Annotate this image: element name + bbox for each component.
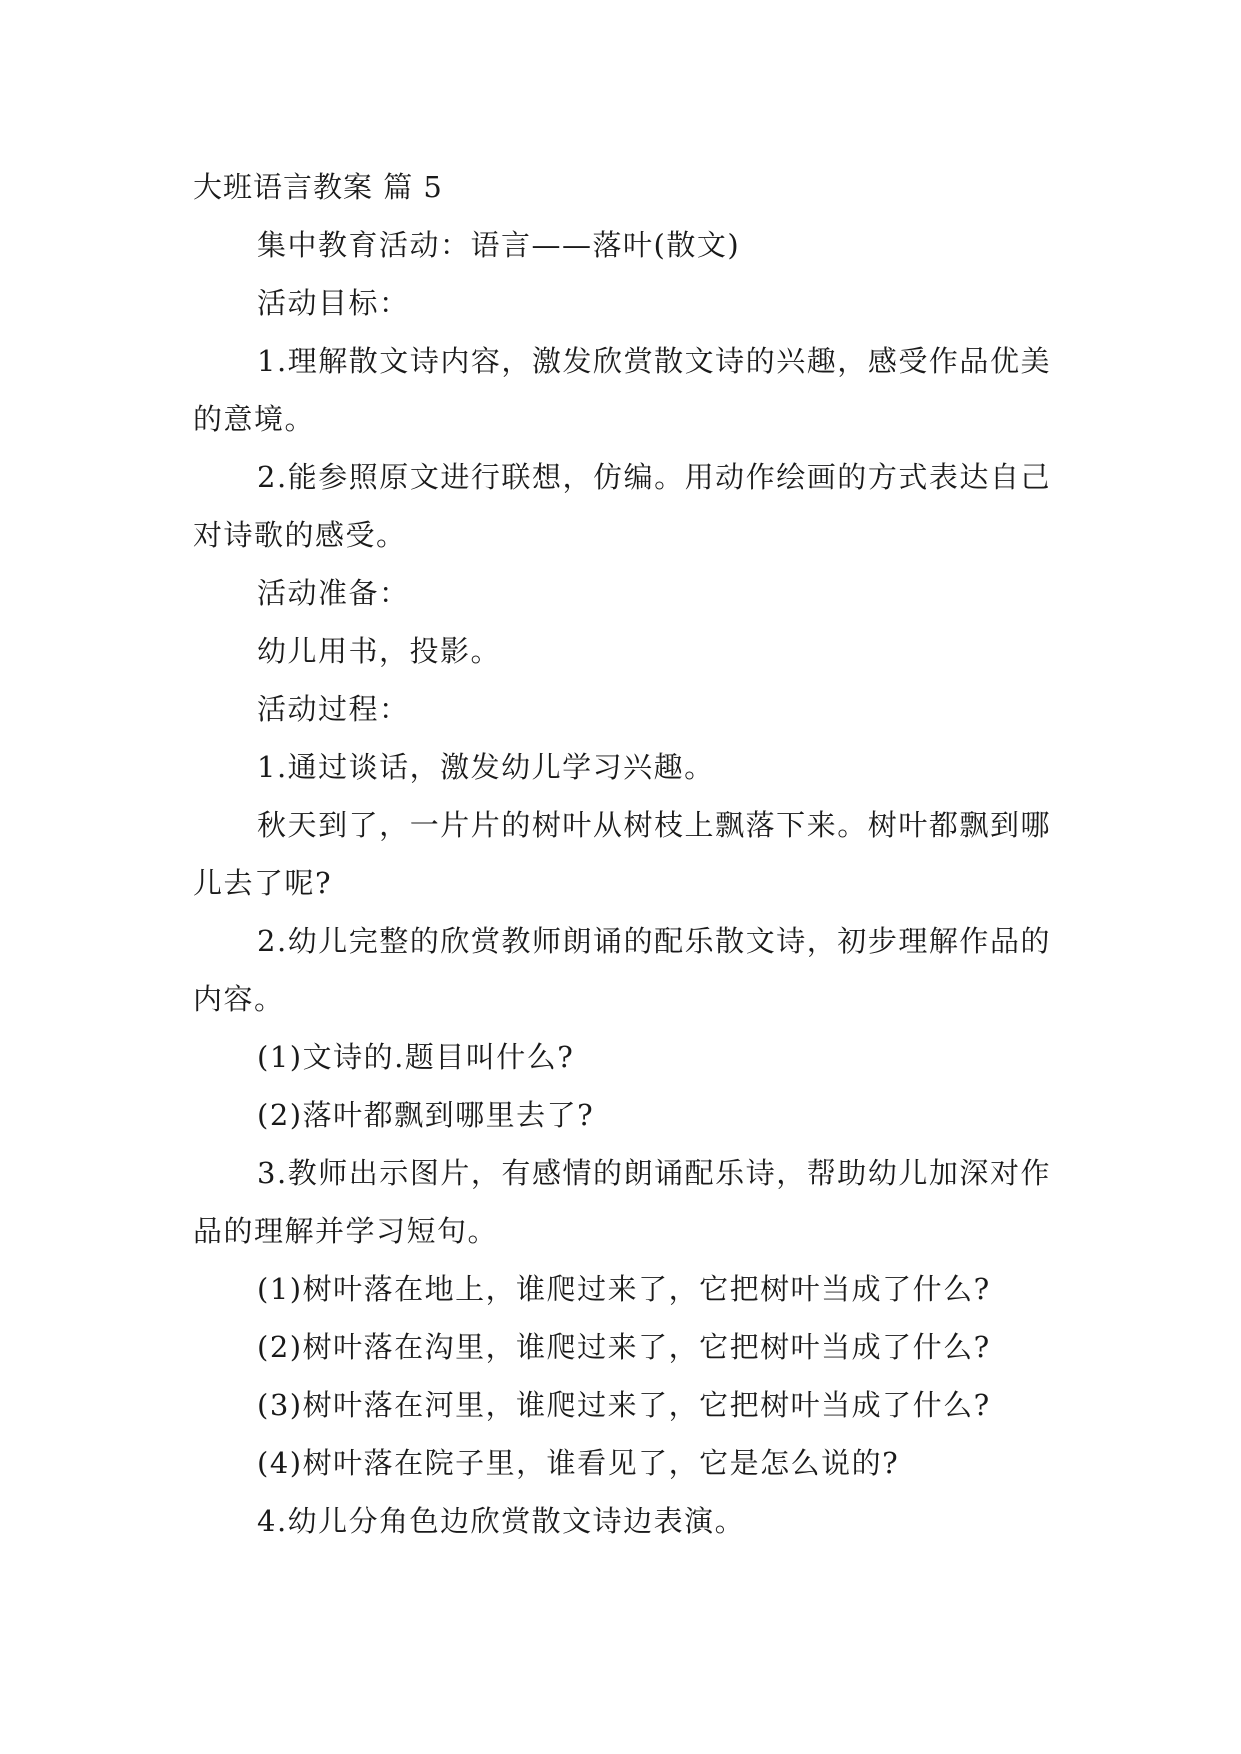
process-step-3: 3.教师出示图片，有感情的朗诵配乐诗，帮助幼儿加深对作品的理解并学习短句。 [193,1156,1051,1248]
section-heading-preparation: 活动准备： [257,576,410,610]
section-heading-process: 活动过程： [257,692,410,726]
preparation-text: 幼儿用书，投影。 [257,634,502,668]
question-item: (2)落叶都飘到哪里去了? [257,1098,595,1132]
goal-item-2: 2.能参照原文进行联想，仿编。用动作绘画的方式表达自己对诗歌的感受。 [193,460,1051,552]
section-heading-activity: 集中教育活动：语言——落叶(散文) [257,228,741,262]
question-item: (2)树叶落在沟里，谁爬过来了，它把树叶当成了什么? [257,1330,991,1364]
process-step-1-text: 秋天到了，一片片的树叶从树枝上飘落下来。树叶都飘到哪儿去了呢? [193,808,1051,900]
document-title: 大班语言教案 篇 5 [193,170,443,204]
process-step-1: 1.通过谈话，激发幼儿学习兴趣。 [257,750,715,784]
document-body [193,158,1051,1550]
goal-item-1: 1.理解散文诗内容，激发欣赏散文诗的兴趣，感受作品优美的意境。 [193,344,1051,436]
section-heading-goals: 活动目标： [257,286,410,320]
process-step-2: 2.幼儿完整的欣赏教师朗诵的配乐散文诗，初步理解作品的内容。 [193,924,1051,1016]
question-item: (1)树叶落在地上，谁爬过来了，它把树叶当成了什么? [257,1272,991,1306]
question-item: (1)文诗的.题目叫什么? [257,1040,575,1074]
process-step-4: 4.幼儿分角色边欣赏散文诗边表演。 [257,1504,746,1538]
question-item: (4)树叶落在院子里，谁看见了，它是怎么说的? [257,1446,900,1480]
question-item: (3)树叶落在河里，谁爬过来了，它把树叶当成了什么? [257,1388,991,1422]
